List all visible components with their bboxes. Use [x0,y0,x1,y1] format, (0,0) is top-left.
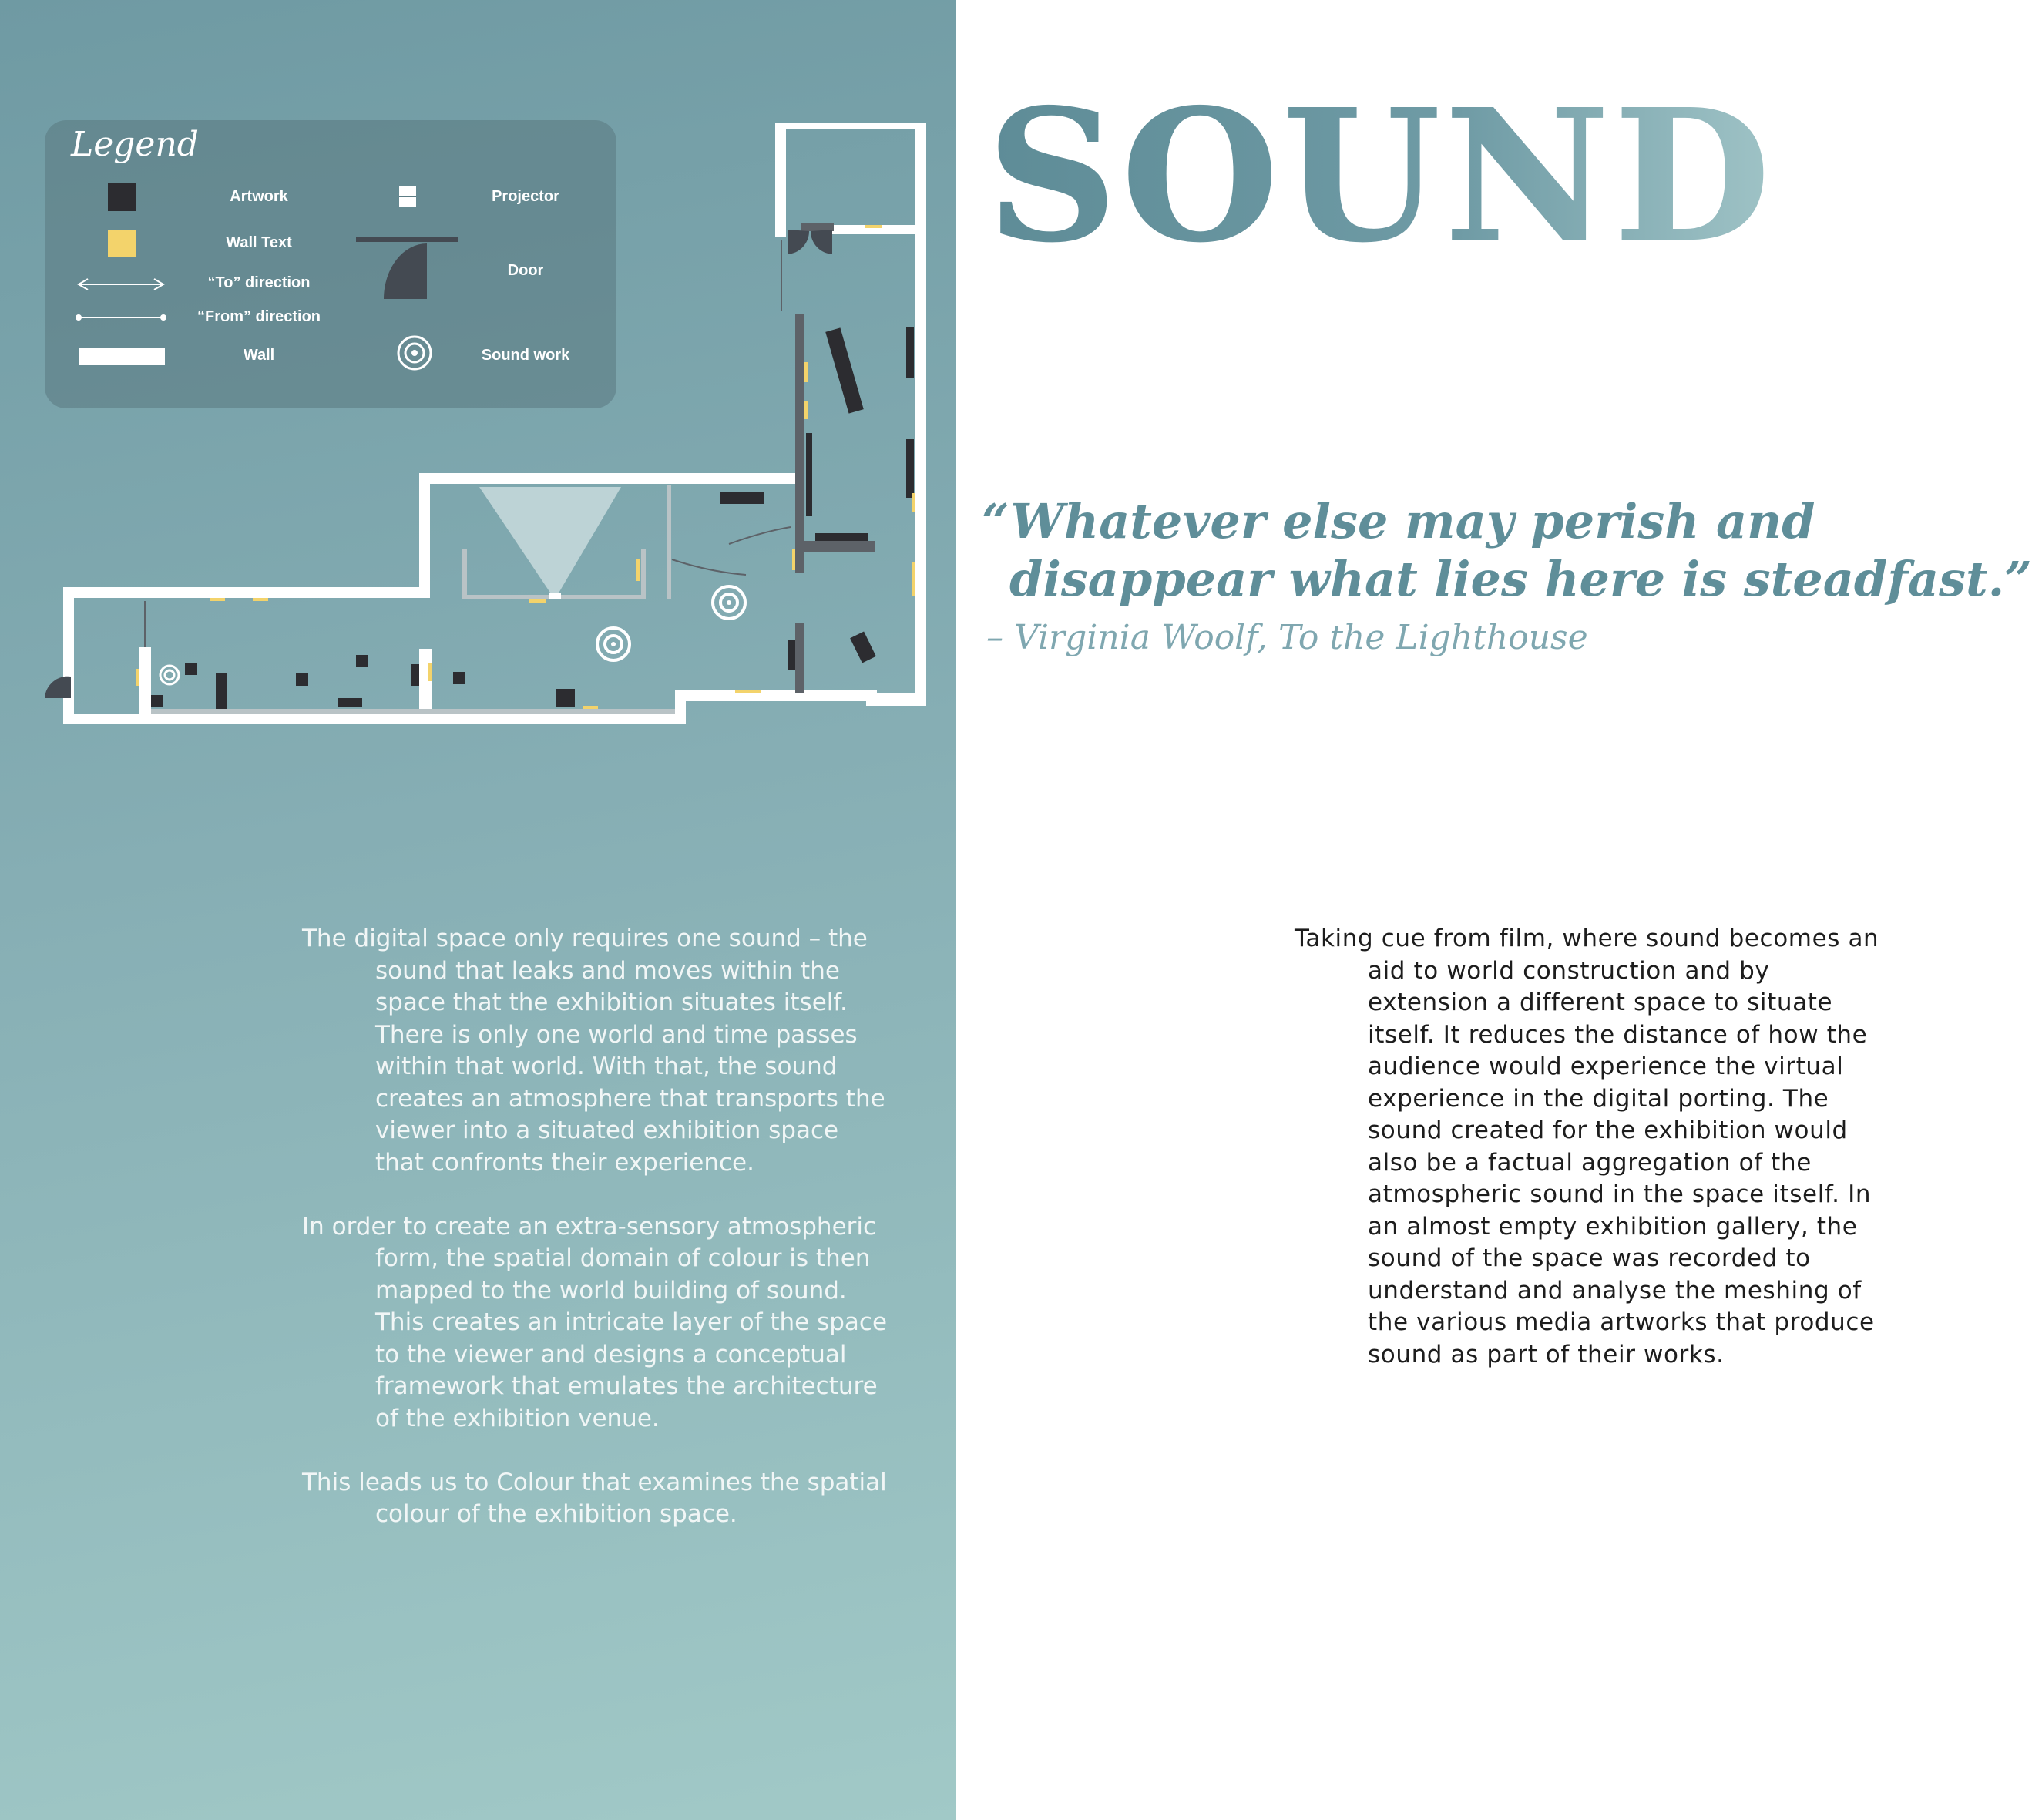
wall-text-mark [792,549,795,570]
left-paragraph: The digital space only requires one sound – the sound that leaks and moves within the space that the exhibition situates itself. There is only one world and time passes within that world. With that, the sound creates an atmosphere that transports the viewer into a situated exhibition space that confronts their experience. [302,925,885,1177]
wall-segment [419,473,430,598]
wall-text-mark [804,362,808,382]
wall-text-mark [804,401,808,419]
wall-text-mark [583,706,598,709]
wall-text-mark [865,225,882,228]
door-symbol [356,237,458,299]
left-paragraph: In order to create an extra-sensory atmospheric form, the spatial domain of colour is then mapped to the world building of sound. This creates an intricate layer of the space to the viewer and designs a conceptual framework that emulates the architecture of the exhibition venue. [302,1212,888,1432]
legend-label-projector: Projector [492,188,559,205]
door-swing [729,527,791,544]
artwork-mark [296,673,308,686]
artwork-mark [411,664,419,686]
door-mark [788,230,809,254]
artwork-mark [720,492,764,504]
projector-symbol [399,186,416,207]
legend-label-artwork: Artwork [230,188,288,205]
wall-text-mark [912,562,915,596]
wall-text-mark [136,669,139,686]
wall-text-mark [912,493,915,512]
plan-sound-works [160,586,745,684]
wall-text-mark [636,559,640,581]
partition [795,623,804,693]
sound-work-mark [597,628,630,660]
artwork-mark [556,689,575,707]
legend-title: Legend [71,125,199,164]
wall-segment [63,714,686,724]
legend-label-from-direction: “From” direction [196,308,321,325]
partition [667,485,671,599]
artwork-mark [906,439,914,498]
legend [45,120,616,408]
partition [641,549,646,599]
artwork-mark [151,695,163,707]
sound-work-mark [713,586,745,619]
legend-label-wall: Wall [243,347,275,364]
artwork-mark [185,663,197,675]
door-swing [672,559,746,575]
projector-beam [479,487,621,599]
wall-segment [675,690,877,701]
partition [462,549,467,599]
wall-segment [775,123,786,237]
quote-attribution: – Virginia Woolf, To the Lighthouse [986,618,1588,657]
quote-line-2: disappear what lies here is steadfast.” [1009,551,2032,607]
artwork-mark [806,433,812,516]
sound-work-mark [160,666,179,684]
wall-segment [419,473,795,484]
page-title: SOUND [986,69,1775,283]
wall-segment [63,587,74,724]
artwork-mark [338,698,362,707]
artwork-symbol [108,183,136,211]
wall-segment [915,123,926,706]
wall-text-mark [529,599,546,603]
left-panel [0,0,956,1820]
wall-segment [775,123,926,129]
wall-text-mark [428,663,432,681]
sound-work-symbol [398,337,431,369]
artwork-mark [825,327,864,413]
right-paragraph: Taking cue from film, where sound becomes an aid to world construction and by extension a different space to situate itself. It reduces the distance of how the audience would experience the virtual experience in the digital porting. The sound created for the exhibition would also be a factual aggregation of the atmospheric sound in the space itself. In an almost empty exhibition gallery, the sound of the space was recorded to understand and analyse the meshing of the various media artworks that produce sound as part of their works. [1295,925,1879,1368]
partition [795,314,804,573]
artwork-mark [815,533,868,541]
wall-text-mark [735,690,761,693]
from-direction-symbol [76,315,166,320]
door-mark [45,677,71,698]
wall-text-symbol [108,230,136,257]
left-column-text [302,923,888,1563]
artwork-mark [850,631,876,663]
legend-label-to-direction: “To” direction [207,274,311,291]
right-column-text [1295,923,1880,1403]
legend-label-sound-work: Sound work [481,347,570,364]
left-paragraph: This leads us to Colour that examines the spatial colour of the exhibition space. [302,1468,887,1528]
partition [804,541,875,552]
artwork-mark [906,327,914,378]
to-direction-symbol [79,279,163,290]
wall-text-mark [210,598,225,601]
artwork-mark [453,672,465,684]
projector-mark [549,593,561,599]
wall-symbol [79,348,165,365]
wall-segment [63,587,428,598]
legend-label-door: Door [507,262,544,279]
legend-label-wall-text: Wall Text [226,234,292,251]
wall-text-mark [253,598,268,601]
artwork-mark [788,640,795,670]
artwork-mark [356,655,368,667]
wall-segment [139,647,151,714]
partition [151,709,675,714]
quote-line-1: “Whatever else may perish and [982,493,1815,549]
door-mark [811,230,832,254]
artwork-mark [216,673,227,709]
